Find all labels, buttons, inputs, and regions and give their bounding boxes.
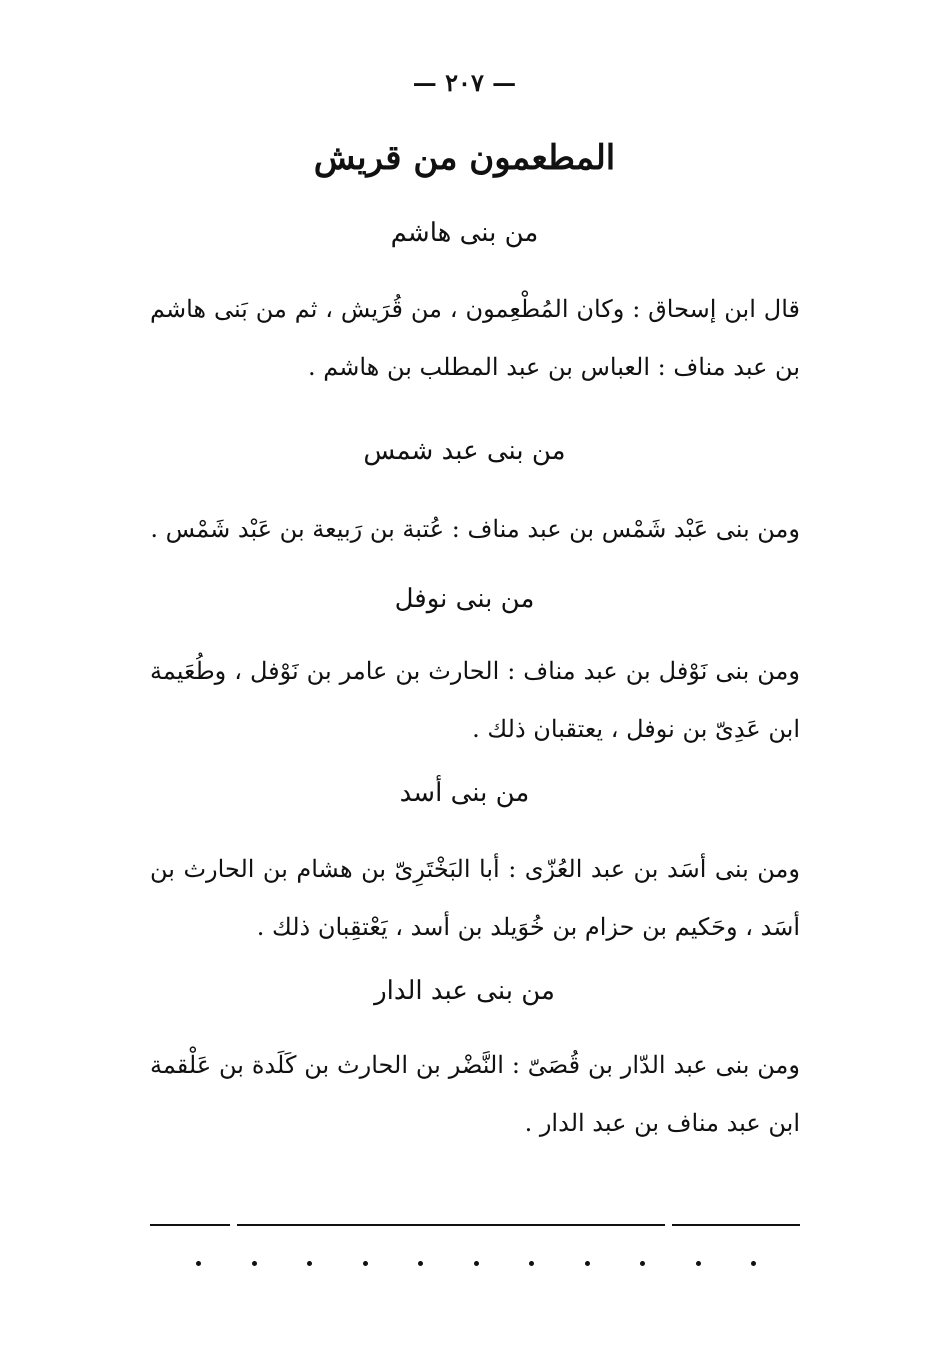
- section-text-abd-al-dar: ومن بنى عبد الدّار بن قُصَىّ : النَّضْر بن الحارث بن كَلَدة بن عَلْقمة ابن عبد مناف بن عبد الدار .: [150, 1051, 800, 1137]
- footer-dot: [307, 1261, 312, 1266]
- section-text-abd-shams: ومن بنى عَبْد شَمْس بن عبد مناف : عُتبة بن رَبيعة بن عَبْد شَمْس .: [150, 515, 800, 543]
- footer-dot: [585, 1261, 590, 1266]
- page-number: — ٢٠٧ —: [412, 68, 517, 97]
- section-heading-nawfal: من بنى نوفل: [394, 584, 535, 614]
- footer-rule: [150, 1224, 800, 1226]
- section-heading-abd-shams: من بنى عبد شمس: [363, 436, 566, 466]
- section-text-asad: ومن بنى أسَد بن عبد العُزّى : أبا البَخْتَرِىّ بن هشام بن الحارث بن أسَد ، وحَكيم بن حزام بن خُوَيلد بن أسد ، يَعْتقِبان ذلك .: [150, 855, 801, 941]
- footer-dot: [196, 1261, 201, 1266]
- footer-dot: [640, 1261, 645, 1266]
- footer-dot: [363, 1261, 368, 1266]
- rule-segment: [672, 1224, 800, 1226]
- footer-dot: [418, 1261, 423, 1266]
- section-text-nawfal: ومن بنى نَوْفل بن عبد مناف : الحارث بن عامر بن نَوْفل ، وطُعَيمة ابن عَدِىّ بن نوفل ، يعتقبان ذلك .: [150, 657, 800, 743]
- footer-dot: [252, 1261, 257, 1266]
- section-heading-abd-al-dar: من بنى عبد الدار: [374, 976, 555, 1006]
- footer-dot: [751, 1261, 756, 1266]
- section-heading-asad: من بنى أسد: [399, 778, 530, 808]
- section-heading-hashim: من بنى هاشم: [390, 218, 539, 248]
- rule-segment: [150, 1224, 230, 1226]
- footer-dots: [196, 1258, 756, 1268]
- page-title: المطعمون من قريش: [313, 138, 616, 178]
- footer-dot: [529, 1261, 534, 1266]
- rule-segment: [237, 1224, 665, 1226]
- section-text-hashim: قال ابن إسحاق : وكان المُطْعِمون ، من قُرَيش ، ثم من بَنى هاشم بن عبد مناف : العباس بن عبد المطلب بن هاشم .: [150, 295, 801, 381]
- footer-dot: [474, 1261, 479, 1266]
- footer-dot: [696, 1261, 701, 1266]
